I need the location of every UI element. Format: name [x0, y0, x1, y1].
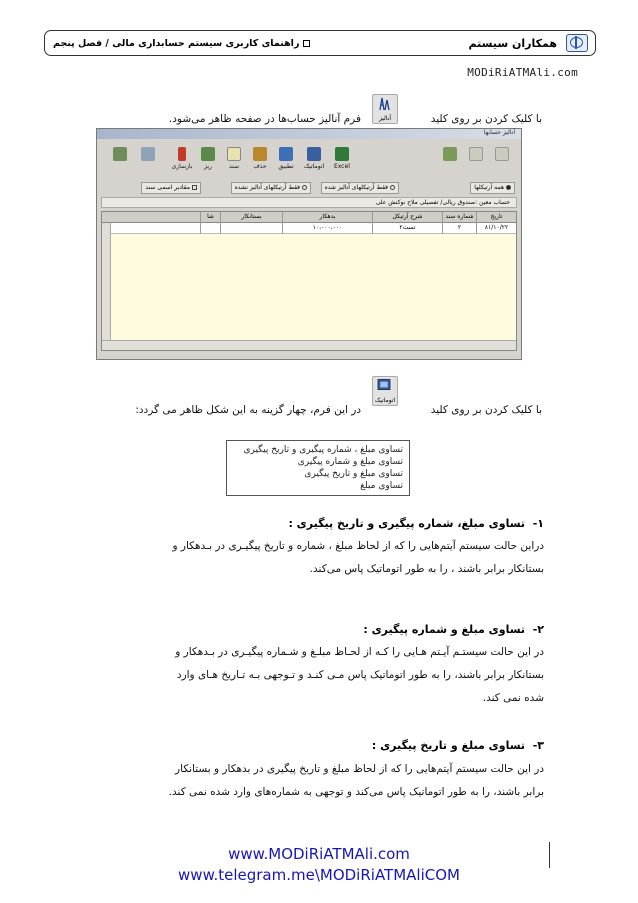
analyze-button: آنالیز: [372, 94, 398, 124]
footer-site-link[interactable]: www.MODiRiATMAli.com: [228, 845, 410, 863]
horizontal-scrollbar: [102, 340, 516, 350]
option-analyzed: فقط آرتیکلهای آنالیز شده: [321, 182, 399, 194]
option-all: همه آرتیکلها: [470, 182, 515, 194]
articles-grid: [101, 211, 517, 351]
window-title: آنالیز حسابها: [97, 129, 521, 139]
page-header: [44, 30, 596, 56]
exit-icon: [109, 147, 131, 175]
toolbar-excel: Excel: [331, 147, 353, 175]
footer-telegram-link[interactable]: www.telegram.me\MODiRiATMAliCOM: [178, 866, 460, 884]
refresh-icon: [439, 147, 461, 175]
toolbar-rebuild: بازسازی: [171, 147, 193, 175]
guide-title: راهنمای کاربری سیستم حسابداری مالی / فصل پنجم: [53, 38, 310, 49]
automatic-icon: [377, 379, 391, 390]
settings-icon: [465, 147, 487, 175]
toolbar-automatic: اتوماتیک: [303, 147, 325, 175]
vertical-scrollbar: [102, 223, 111, 340]
window-toolbar: [101, 141, 517, 179]
intro-line-2-start: با کلیک کردن بر روی کلید: [430, 404, 542, 416]
grid-header: تاریخ شماره سند شرح آرتیکل بدهکار بستانکار شا: [102, 212, 516, 223]
section-2-body: در این حالت سیستـم آیـتم هـایی را کـه از لحـاظ مبلـغ و شـماره پیگیـری در بـدهکار و بستانکار برابر باشند، را به طور اتوماتیک پاس مـی کنـد و تـوجهی بـه تـاریخ هـای وارد شده نمی کند.: [175, 646, 544, 704]
toolbar-detail: ریز: [197, 147, 219, 175]
site-tag: MODiRiATMAli.com: [467, 66, 578, 79]
section-1-body: دراین حالت سیستم آیتم‌هایی را که از لحاظ مبلغ ، شماره و تاریخ پیگیـری در بـدهکار و بستانکار برابر باشند ، را به طور اتوماتیک پاس می‌کند.: [172, 540, 544, 575]
company-logo-icon: [566, 34, 588, 52]
analysis-window-screenshot: [96, 128, 522, 360]
automatic-button: اتوماتیک: [372, 376, 398, 406]
list-item: تساوی مبلغ و شماره پیگیری: [297, 457, 403, 467]
option-not-analyzed: فقط آرتیکلهای آنالیز نشده: [231, 182, 311, 194]
option-nominal: مقادیر اسمی سند: [141, 182, 201, 194]
toolbar-voucher: سند: [223, 147, 245, 175]
intro-line-1-end: فرم آنالیز حساب‌ها در صفحه ظاهر می‌شود.: [168, 113, 361, 125]
intro-line-1-start: با کلیک کردن بر روی کلید: [430, 113, 542, 125]
section-3-heading: ۳- تساوی مبلغ و تاریخ پیگیری :: [371, 739, 544, 752]
toolbar-delete: حذف: [249, 147, 271, 175]
filter-options: [101, 181, 517, 195]
list-item: تساوی مبلغ: [360, 481, 403, 491]
list-item: تساوی مبلغ و تاریخ پیگیری: [304, 469, 403, 479]
analyze-icon: [377, 97, 391, 111]
company-name: همکاران سیستم: [468, 37, 557, 50]
toolbar-match: تطبیق: [275, 147, 297, 175]
square-bullet-icon: [303, 40, 310, 47]
list-item: تساوی مبلغ ، شماره پیگیری و تاریخ پیگیری: [243, 445, 403, 455]
table-row: ۸۱/۱۰/۲۲ ۲ تست۲ ۱۰،۰۰۰،۰۰۰: [102, 223, 516, 234]
section-1-heading: ۱- تساوی مبلغ، شماره پیگیری و تاریخ پیگیری :: [288, 517, 544, 530]
automatic-options-list: [226, 440, 410, 496]
account-info: حساب معین :صندوق ریالی/ تفصیلی ملاح نوکنش علی: [101, 197, 517, 208]
section-3-body: در این حالت سیستم آیتم‌هایی را که از لحاظ مبلغ و تاریخ پیگیری در بدهکار و بستانکار برابر باشند، را به طور اتوماتیک پاس می‌کند و توجهی به شماره‌های وارد شده نمی کند.: [168, 763, 544, 798]
print-icon: [137, 147, 159, 175]
section-2-heading: ۲- تساوی مبلغ و شماره پیگیری :: [363, 623, 544, 636]
tools-icon: [491, 147, 513, 175]
intro-line-2-end: در این فرم، چهار گزینه به این شکل ظاهر می گردد:: [135, 404, 361, 416]
